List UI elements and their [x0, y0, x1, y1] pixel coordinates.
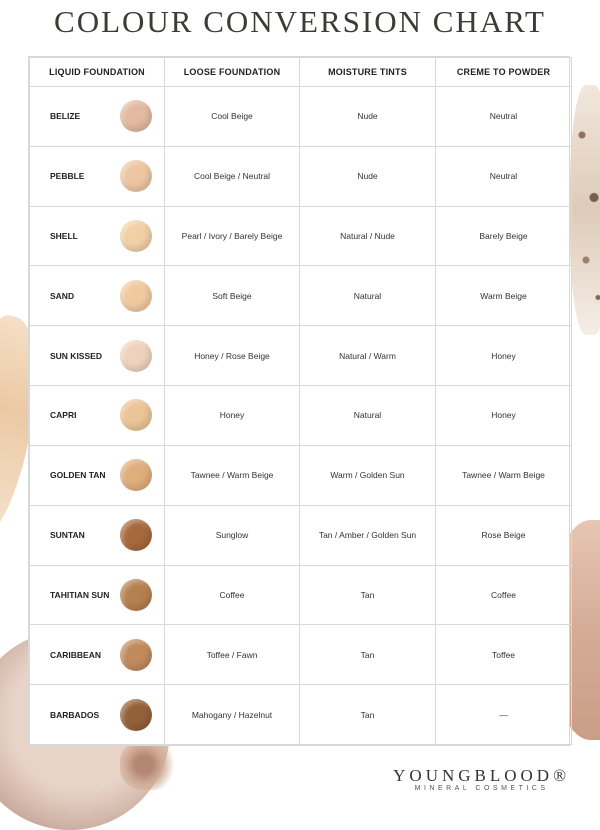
moisture-tint-cell: Nude: [300, 146, 436, 206]
creme-to-powder-cell: Warm Beige: [436, 266, 572, 326]
creme-to-powder-cell: Honey: [436, 326, 572, 386]
liquid-foundation-cell: [30, 445, 165, 505]
shade-name: TAHITIAN SUN: [50, 589, 110, 600]
shade-name: BELIZE: [50, 111, 81, 122]
table-row: [30, 685, 572, 745]
liquid-foundation-cell: [30, 326, 165, 386]
creme-to-powder-cell: —: [436, 685, 572, 745]
creme-to-powder-cell: Coffee: [436, 565, 572, 625]
moisture-tint-cell: Warm / Golden Sun: [300, 445, 436, 505]
brand-name: YOUNGBLOOD®: [393, 766, 570, 785]
header-loose-foundation: LOOSE FOUNDATION: [165, 58, 300, 87]
liquid-foundation-cell: [30, 386, 165, 446]
conversion-table-card: [28, 56, 570, 746]
liquid-foundation-cell: [30, 565, 165, 625]
loose-foundation-cell: Tawnee / Warm Beige: [165, 445, 300, 505]
conversion-table: [29, 57, 572, 745]
creme-to-powder-cell: Neutral: [436, 87, 572, 147]
moisture-tint-cell: Tan: [300, 565, 436, 625]
shade-name: SUN KISSED: [50, 350, 102, 361]
table-row: [30, 206, 572, 266]
loose-foundation-cell: Honey: [165, 386, 300, 446]
loose-foundation-cell: Coffee: [165, 565, 300, 625]
table-row: [30, 87, 572, 147]
shade-swatch: [120, 459, 152, 491]
loose-foundation-cell: Cool Beige: [165, 87, 300, 147]
shade-swatch: [120, 579, 152, 611]
table-row: [30, 565, 572, 625]
shade-name: CAPRI: [50, 410, 77, 421]
header-liquid-foundation: LIQUID FOUNDATION: [30, 58, 165, 87]
moisture-tint-cell: Natural / Warm: [300, 326, 436, 386]
shade-swatch: [120, 399, 152, 431]
creme-to-powder-cell: Toffee: [436, 625, 572, 685]
shade-swatch: [120, 639, 152, 671]
moisture-tint-cell: Nude: [300, 87, 436, 147]
shade-name: PEBBLE: [50, 171, 85, 182]
powder-crumbs-decoration: [120, 740, 180, 790]
loose-foundation-cell: Honey / Rose Beige: [165, 326, 300, 386]
moisture-tint-cell: Tan: [300, 625, 436, 685]
shade-swatch: [120, 280, 152, 312]
table-row: [30, 386, 572, 446]
loose-foundation-cell: Sunglow: [165, 505, 300, 565]
brand-logo: [393, 766, 570, 792]
creme-to-powder-cell: Neutral: [436, 146, 572, 206]
shade-name: SAND: [50, 290, 75, 301]
shade-name: GOLDEN TAN: [50, 470, 106, 481]
loose-foundation-cell: Mahogany / Hazelnut: [165, 685, 300, 745]
shade-swatch: [120, 220, 152, 252]
loose-foundation-cell: Cool Beige / Neutral: [165, 146, 300, 206]
shade-name: SHELL: [50, 231, 78, 242]
page-title: COLOUR CONVERSION CHART: [54, 4, 546, 39]
liquid-foundation-cell: [30, 685, 165, 745]
liquid-foundation-cell: [30, 206, 165, 266]
table-header-row: [30, 58, 572, 87]
header-moisture-tints: MOISTURE TINTS: [300, 58, 436, 87]
moisture-tint-cell: Tan: [300, 685, 436, 745]
liquid-foundation-cell: [30, 87, 165, 147]
table-row: [30, 445, 572, 505]
loose-foundation-cell: Toffee / Fawn: [165, 625, 300, 685]
table-row: [30, 326, 572, 386]
brand-tagline: MINERAL COSMETICS: [414, 785, 549, 792]
moisture-tint-cell: Natural: [300, 266, 436, 326]
liquid-foundation-cell: [30, 505, 165, 565]
creme-to-powder-cell: Honey: [436, 386, 572, 446]
shade-swatch: [120, 699, 152, 731]
shade-swatch: [120, 160, 152, 192]
loose-foundation-cell: Soft Beige: [165, 266, 300, 326]
shade-name: SUNTAN: [50, 530, 85, 541]
loose-foundation-cell: Pearl / Ivory / Barely Beige: [165, 206, 300, 266]
creme-to-powder-cell: Barely Beige: [436, 206, 572, 266]
table-row: [30, 505, 572, 565]
shade-name: BARBADOS: [50, 709, 100, 720]
shade-swatch: [120, 519, 152, 551]
shade-swatch: [120, 100, 152, 132]
moisture-tint-cell: Tan / Amber / Golden Sun: [300, 505, 436, 565]
moisture-tint-cell: Natural: [300, 386, 436, 446]
header-creme-to-powder: CREME TO POWDER: [436, 58, 572, 87]
creme-to-powder-cell: Rose Beige: [436, 505, 572, 565]
creme-to-powder-cell: Tawnee / Warm Beige: [436, 445, 572, 505]
liquid-foundation-cell: [30, 625, 165, 685]
shade-swatch: [120, 340, 152, 372]
shade-name: CARIBBEAN: [50, 649, 101, 660]
table-row: [30, 625, 572, 685]
liquid-foundation-cell: [30, 266, 165, 326]
liquid-foundation-cell: [30, 146, 165, 206]
table-row: [30, 266, 572, 326]
table-row: [30, 146, 572, 206]
moisture-tint-cell: Natural / Nude: [300, 206, 436, 266]
loose-powder-decoration: [570, 85, 600, 335]
